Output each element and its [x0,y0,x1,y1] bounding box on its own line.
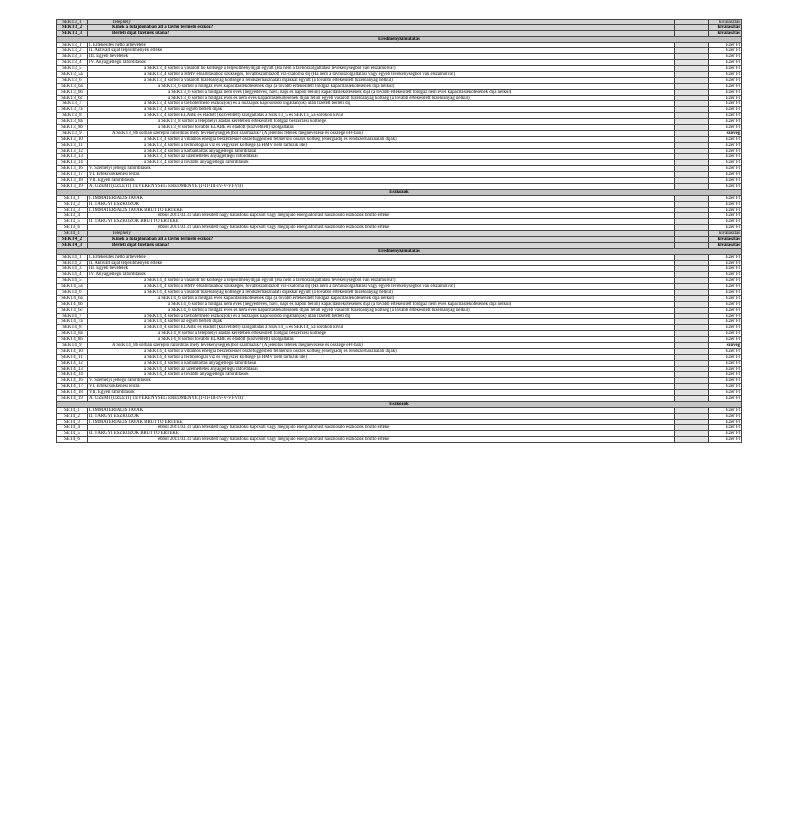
row-label: VII. Egyéb ráfordítások [88,178,675,184]
unit-label: Ezer Ft [709,372,742,378]
row-label: IV. Anyagjellegű ráfordítások [88,60,675,66]
unit-label: kiválasztás [709,237,742,243]
unit-label: Ezer Ft [709,355,742,361]
unit-label: Ezer Ft [709,96,742,102]
row-code: SEKT4_16 [56,378,88,384]
unit-label: Ezer Ft [709,261,742,267]
unit-label: Ezer Ft [709,437,742,443]
unit-label: Ezer Ft [709,408,742,414]
unit-label: kiválasztás [709,243,742,249]
row-label: a SEKT3_6 sorból a földgáz nem éves (negyedéves, havi, napi és napon belüli) kapacitáslekötésének díja (a tovább értékesített földgáz nem éves kapacitáslekötésének díja nélkül) [88,90,675,96]
unit-label: Ezer Ft [709,72,742,78]
row-label: VI. Értékcsökkenési leírás [88,384,675,390]
unit-label: Ezer Ft [709,272,742,278]
value-input[interactable] [675,437,709,443]
row-code: SEKT3_8 [56,113,88,119]
row-label: II. Aktivált saját teljesítmények értéke [88,261,675,267]
row-code: SET3_3 [56,208,88,214]
row-code: SET3_5 [56,219,88,225]
row-code: SEKT3_1 [56,43,88,49]
row-code: SET4_5 [56,431,88,437]
unit-label: Ezer Ft [709,149,742,155]
unit-label: Ezer Ft [709,302,742,308]
row-label: Telephely [88,231,675,237]
unit-label: Ezer Ft [709,225,742,231]
row-code: SEKT3_8a [56,119,88,125]
unit-label: kiválasztás [709,25,742,31]
row-label: Telephely [88,19,675,25]
row-code: SEKT4_7 [56,314,88,320]
row-code: SET4_1 [56,231,88,237]
row-label: a SEKT3_6 sorból a földgáz éves és nem éves kapacitáslekötésének díján felüli egyéb vásárolt tüzelőanyag költség (a tovább értékesített tüzelőanyag nélkül) [88,96,675,102]
row-label: a SEKT4_4 sorból az üzemeltetés anyagjellegű ráfordításai [88,367,675,373]
section-title: Eredménykimutatás [56,249,742,255]
unit-label: Ezer Ft [709,101,742,107]
row-code: SEKT3_16 [56,166,88,172]
unit-label: Ezer Ft [709,208,742,214]
row-code: SEKT3_2 [56,48,88,54]
row-label: ebből 2011.03.31 után létesített nagy hatásfokú kapcsolt vagy megújuló energiaforrást hasznosító eszközök bruttó értéke [88,225,675,231]
row-label: a SEKT3_8 sorból további ELÁBÉ és eladott (közvetített) szolgáltatás [88,125,675,131]
row-label: I. IMMATERIÁLIS JAVAK [88,408,675,414]
unit-label: Ezer Ft [709,414,742,420]
row-label: a SEKT4_4 sorból a karbantartás anyagjellegű ráfordításai [88,361,675,367]
row-code: SEKT3_18 [56,178,88,184]
row-code: SEKT4_12 [56,361,88,367]
unit-label: Ezer Ft [709,48,742,54]
row-code: SEKT3_7 [56,101,88,107]
unit-label: Ezer Ft [709,396,742,402]
row-label: I. Értékesítés nettó árbevétele [88,255,675,261]
unit-label: Ezer Ft [709,314,742,320]
row-label: I. IMMATERIÁLIS JAVAK BRUTTÓ ÉRTÉKE [88,208,675,214]
row-code: SEKT3_5a [56,72,88,78]
unit-label: Ezer Ft [709,78,742,84]
row-label: A. ÜZEMI (ÜZLETI) TEVÉKENYSÉG EREDMÉNYE (I+II+III-IV-V-VI-VII) [88,184,675,190]
row-label: IV. Anyagjellegű ráfordítások [88,272,675,278]
row-label: VI. Értékcsökkenési leírás [88,172,675,178]
row-label: III. Egyéb bevételek [88,266,675,272]
row-code: SET3_4 [56,213,88,219]
row-code: SEKT3_7a [56,107,88,113]
row-code: SEKT4_6b [56,302,88,308]
row-label: V. Személyi jellegű ráfordítások [88,166,675,172]
row-label: a SEKT4_4 sorból a távhőtermelő eszköz(ök) és a hozzájuk kapcsolódó ingatlan(ok) után fizetett bérleti díj [88,314,675,320]
row-label: II. TÁRGYI ESZKÖZÖK [88,202,675,208]
unit-label: Ezer Ft [709,125,742,131]
row-label: II. TÁRGYI ESZKÖZÖK BRUTTÓ ÉRTÉKE [88,219,675,225]
row-code: SEKT4_2 [56,261,88,267]
row-label: a SEKT3_4 sorból a villamos energia beszerzéssel összefüggésben felmerülő összes költség (energiadíj és rendszerhasználati díjak) [88,137,675,143]
unit-label: Ezer Ft [709,84,742,90]
unit-label: Ezer Ft [709,172,742,178]
row-code: SEKT3_8b [56,125,88,131]
row-label: II. TÁRGYI ESZKÖZÖK [88,414,675,420]
row-label: A SEKT3_8b sorban szereplő ráfordítás mely tevékenység(ek)ből származik? (A jelentős tételek megnevezése és összege eFt-ban) [88,131,675,137]
row-code: SEKT3_1 [56,19,88,25]
row-label: II. Aktivált saját teljesítmények értéke [88,48,675,54]
row-code: SEKT4_17 [56,384,88,390]
unit-label: Ezer Ft [709,319,742,325]
unit-label: Ezer Ft [709,202,742,208]
unit-label: Ezer Ft [709,143,742,149]
row-label: a SEKT3_4 sorból az egyéb bérleti díjak [88,107,675,113]
row-code: SET4_6 [56,437,88,443]
row-code: SEKT4_3 [56,243,88,249]
unit-label: Ezer Ft [709,278,742,284]
row-code: SEKT3_12 [56,149,88,155]
row-code: SEKT3_14 [56,160,88,166]
row-label: a SEKT4_4 sorból a vásárolt hő költsége a teljesítménydíjjal együtt (Ha nem a távhőszolgáltatási tevékenységből van elszámolva!) [88,278,675,284]
unit-label: kiválasztás [709,31,742,37]
row-code: SEKT3_3 [56,54,88,60]
row-label: II. TÁRGYI ESZKÖZÖK BRUTTÓ ÉRTÉKE [88,431,675,437]
unit-label: Ezer Ft [709,255,742,261]
unit-label: Ezer Ft [709,113,742,119]
unit-label: Ezer Ft [709,384,742,390]
row-label: V. Személyi jellegű ráfordítások [88,378,675,384]
unit-label: Ezer Ft [709,137,742,143]
unit-label: Ezer Ft [709,390,742,396]
row-label: a SEKT3_4 sorból a karbantartás anyagjellegű ráfordításai [88,149,675,155]
row-label: a SEKT4_4 sorból az egyéb bérleti díjak [88,319,675,325]
row-label: A SEKT4_8b sorban szereplő ráfordítás mely tevékenység(ek)ből származik? (A jelentős tételek megnevezése és összege eFt-ban) [88,343,675,349]
unit-label: Ezer Ft [709,219,742,225]
unit-label: kiválasztás [709,231,742,237]
row-code: SEKT3_4 [56,60,88,66]
row-code: SEKT3_6c [56,96,88,102]
row-code: SEKT3_10 [56,137,88,143]
unit-label: Ezer Ft [709,349,742,355]
unit-label: Ezer Ft [709,367,742,373]
unit-label: Ezer Ft [709,196,742,202]
row-code: SEKT4_8a [56,331,88,337]
row-label: a SEKT3_4 sorból a vásárolt hő költsége a teljesítménydíjjal együtt (Ha nem a távhőszolgáltatási tevékenységből van elszámolva!) [88,66,675,72]
row-label: a SEKT4_4 sorból a technológiai víz és vegyszer költsége (a HMV nem tartozik ide) [88,355,675,361]
row-code: SEKT3_9 [56,131,88,137]
row-label: a SEKT3_8 sorból a telephelyi átadás keretében értékesített földgáz beszerzési költsége [88,119,675,125]
row-label: I. IMMATERIÁLIS JAVAK [88,196,675,202]
unit-label: Ezer Ft [709,308,742,314]
row-label: I. Értékesítés nettó árbevétele [88,43,675,49]
row-label: a SEKT4_6 sorból a földgáz nem éves (negyedéves, havi, napi és napon belüli) kapacitáslekötésének díja (a tovább értékesített földgáz nem éves kapacitáslekötésének díja nélkül) [88,302,675,308]
row-label: Kinek a tulajdonában áll a távhő termelő eszköz? [88,25,675,31]
row-label: a SEKT4_6 sorból a földgáz éves és nem éves kapacitáslekötésének díján felüli egyéb vásárolt tüzelőanyag költség (a tovább értékesített tüzelőanyag nélkül) [88,308,675,314]
row-code: SEKT3_5 [56,66,88,72]
row-label: Bérleti díjat fizetnek utána? [88,243,675,249]
unit-label: Ezer Ft [709,213,742,219]
row-label: a SEKT4_6 sorból a földgáz éves kapacitáslekötésének díja (a tovább értékesített földgáz kapacitáslekötésének díja nélkül) [88,296,675,302]
unit-label: Ezer Ft [709,325,742,331]
row-code: SEKT4_6 [56,290,88,296]
row-code: SEKT4_2 [56,237,88,243]
row-code: SEKT3_17 [56,172,88,178]
row-label: a SEKT3_6 sorból a földgáz éves kapacitáslekötésének díja (a tovább értékesített földgáz kapacitáslekötésének díja nélkül) [88,84,675,90]
row-label: III. Egyéb bevételek [88,54,675,60]
unit-label: Ezer Ft [709,178,742,184]
row-label: ebből 2011.03.31 után létesített nagy hatásfokú kapcsolt vagy megújuló energiaforrást hasznosító eszközök bruttó értéke [88,437,675,443]
unit-label: Ezer Ft [709,431,742,437]
row-code: SEKT4_6a [56,296,88,302]
row-code: SEKT3_6b [56,90,88,96]
unit-label: Ezer Ft [709,331,742,337]
row-code: SET3_2 [56,202,88,208]
row-code: SEKT4_5 [56,278,88,284]
unit-label: Ezer Ft [709,60,742,66]
unit-label: Ezer Ft [709,284,742,290]
table-row [56,437,742,443]
unit-label: Ezer Ft [709,361,742,367]
row-code: SET4_2 [56,414,88,420]
row-label: Bérleti díjat fizetnek utána? [88,31,675,37]
unit-label: Ezer Ft [709,107,742,113]
row-label: a SEKT4_4 sorból a HMV előállításához szükséges, továbbszámlázott víz-csatorna díj (Ha nem a távhőszolgáltatási vagy egyéb tevékenységből van elszámolva!) [88,284,675,290]
row-code: SEKT4_3 [56,266,88,272]
row-label: a SEKT3_4 sorból a távhőtermelő eszköz(ök) és a hozzájuk kapcsolódó ingatlan(ok) után fizetett bérleti díj [88,101,675,107]
section-title: Eszközök [56,402,742,408]
row-code: SEKT4_1 [56,255,88,261]
row-label: a SEKT4_4 sorból a villamos energia beszerzéssel összefüggésben felmerülő összes költség (energiadíj és rendszerhasználati díjak) [88,349,675,355]
row-code: SEKT3_3 [56,31,88,37]
unit-label: Ezer Ft [709,378,742,384]
unit-label: szöveg [709,343,742,349]
row-code: SEKT4_10 [56,349,88,355]
unit-label: Ezer Ft [709,119,742,125]
row-code: SET4_4 [56,425,88,431]
row-code: SET3_6 [56,225,88,231]
unit-label: Ezer Ft [709,266,742,272]
row-code: SEKT4_8 [56,325,88,331]
row-code: SEKT4_18 [56,390,88,396]
row-code: SEKT4_11 [56,355,88,361]
row-label: ebből 2011.03.31 után létesített nagy hatásfokú kapcsolt vagy megújuló energiaforrást hasznosító eszközök bruttó értéke [88,425,675,431]
row-code: SEKT3_6a [56,84,88,90]
unit-label: szöveg [709,131,742,137]
unit-label: Ezer Ft [709,296,742,302]
row-code: SEKT4_9 [56,343,88,349]
row-label: Kinek a tulajdonában áll a távhő termelő eszköz? [88,237,675,243]
unit-label: Ezer Ft [709,420,742,426]
row-label: a SEKT3_4 sorból az üzemeltetés anyagjellegű ráfordításai [88,154,675,160]
row-label: a SEKT4_8 sorból a telephelyi átadás keretében értékesített földgáz beszerzési költsége [88,331,675,337]
unit-label: Ezer Ft [709,337,742,343]
row-code: SEKT4_19 [56,396,88,402]
row-code: SEKT3_11 [56,143,88,149]
row-code: SEKT3_6 [56,78,88,84]
row-label: a SEKT4_4 sorból a további anyagjellegű ráfordítások [88,372,675,378]
row-code: SEKT4_7a [56,319,88,325]
row-label: ebből 2011.03.31 után létesített nagy hatásfokú kapcsolt vagy megújuló energiaforrást hasznosító eszközök bruttó értéke [88,213,675,219]
row-label: a SEKT3_4 sorból ELÁBÉ és eladott (közvetített) szolgáltatás a SEKT3_5 és SEKT3_5a sorokon kívül [88,113,675,119]
form-table [56,19,742,443]
unit-label: Ezer Ft [709,43,742,49]
row-code: SEKT4_6c [56,308,88,314]
row-label: a SEKT3_4 sorból a további anyagjellegű ráfordítások [88,160,675,166]
row-code: SET4_3 [56,420,88,426]
row-code: SEKT3_2 [56,25,88,31]
unit-label: Ezer Ft [709,66,742,72]
unit-label: Ezer Ft [709,290,742,296]
row-code: SEKT3_19 [56,184,88,190]
row-label: VII. Egyéb ráfordítások [88,390,675,396]
row-code: SEKT4_5a [56,284,88,290]
row-label: a SEKT4_4 sorból a vásárolt tüzelőanyag költsége a rendszerhasználati díjakkal együtt (a további értékesített tüzelőanyag nélkül) [88,290,675,296]
row-label: a SEKT4_8 sorból további ELÁBÉ és eladott (közvetített) szolgáltatás [88,337,675,343]
row-label: A. ÜZEMI (ÜZLETI) TEVÉKENYSÉG EREDMÉNYE (I+II+III-IV-V-VI-VII) [88,396,675,402]
row-code: SEKT4_13 [56,367,88,373]
unit-label: Ezer Ft [709,154,742,160]
section-title: Eszközök [56,190,742,196]
row-code: SEKT4_8b [56,337,88,343]
unit-label: Ezer Ft [709,160,742,166]
row-label: a SEKT3_4 sorból a HMV előállításához szükséges, továbbszámlázott víz-csatorna díj (Ha nem a távhőszolgáltatási vagy egyéb tevékenységből van elszámolva!) [88,72,675,78]
unit-label: Ezer Ft [709,90,742,96]
row-label: a SEKT3_4 sorból a vásárolt tüzelőanyag költsége a rendszerhasználati díjakkal együtt (a további értékesített tüzelőanyag nélkül) [88,78,675,84]
row-label: a SEKT4_4 sorból ELÁBÉ és eladott (közvetített) szolgáltatás a SEKT4_5 és SEKT4_5a sorokon kívül [88,325,675,331]
unit-label: Ezer Ft [709,166,742,172]
row-code: SEKT3_13 [56,154,88,160]
unit-label: Ezer Ft [709,54,742,60]
row-code: SEKT4_14 [56,372,88,378]
row-code: SET3_1 [56,196,88,202]
section-title: Eredménykimutatás [56,37,742,43]
row-code: SEKT4_4 [56,272,88,278]
unit-label: Ezer Ft [709,425,742,431]
unit-label: kiválasztás [709,19,742,25]
unit-label: Ezer Ft [709,184,742,190]
row-label: I. IMMATERIÁLIS JAVAK BRUTTÓ ÉRTÉKE [88,420,675,426]
row-label: a SEKT3_4 sorból a technológiai víz és vegyszer költsége (a HMV nem tartozik ide) [88,143,675,149]
row-code: SET4_1 [56,408,88,414]
